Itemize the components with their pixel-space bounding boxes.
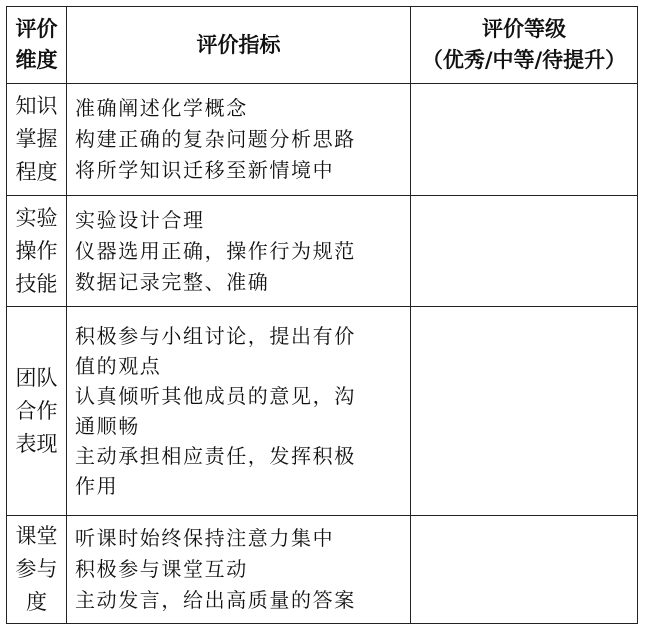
dimension-cell [7, 516, 67, 624]
indicator-line: 值的观点 [75, 354, 162, 378]
evaluation-table [6, 6, 638, 624]
dimension-text: 实验 [15, 205, 58, 230]
dimension-text: 表现 [15, 431, 58, 456]
indicator-line: 听课时始终保持注意力集中 [75, 526, 335, 550]
dimension-text: 掌握 [15, 127, 58, 151]
dimension-text: 操作 [15, 238, 58, 263]
table-row [7, 516, 638, 624]
dimension-text: 度 [26, 590, 47, 614]
dimension-text: 合作 [15, 398, 58, 423]
indicator-cell [67, 84, 411, 196]
indicator-line: 主动发言，给出高质量的答案 [75, 588, 356, 612]
indicator-line: 积极参与课堂互动 [75, 557, 248, 581]
dimension-text: 团队 [15, 365, 58, 390]
indicator-cell [67, 307, 411, 516]
indicator-line: 准确阐述化学概念 [75, 96, 248, 120]
header-grade [411, 7, 638, 84]
indicator-line: 作用 [75, 474, 119, 498]
grade-cell[interactable] [411, 84, 638, 196]
header-dimension-line: 评价 [15, 17, 58, 41]
indicator-line: 将所学知识迁移至新情境中 [75, 158, 335, 182]
header-dimension-line: 维度 [15, 48, 58, 72]
table-row [7, 307, 638, 516]
dimension-cell [7, 196, 67, 307]
grade-cell[interactable] [411, 196, 638, 307]
indicator-line: 实验设计合理 [75, 207, 205, 232]
indicator-line: 数据记录完整、准确 [75, 269, 270, 294]
dimension-text: 参与 [15, 557, 58, 581]
header-grade-line: 评价等级 [482, 17, 566, 41]
dimension-text: 知识 [15, 94, 58, 118]
dimension-text: 技能 [15, 271, 58, 296]
table-row [7, 196, 638, 307]
indicator-cell [67, 516, 411, 624]
dimension-cell [7, 307, 67, 516]
grade-cell[interactable] [411, 307, 638, 516]
indicator-line: 构建正确的复杂问题分析思路 [75, 127, 356, 151]
dimension-cell [7, 84, 67, 196]
indicator-line: 主动承担相应责任，发挥积极 [75, 444, 356, 468]
indicator-line: 仪器选用正确，操作行为规范 [75, 238, 356, 263]
header-row [7, 7, 638, 84]
header-grade-line: （优秀/中等/待提升） [421, 48, 627, 72]
dimension-text: 课堂 [15, 524, 58, 548]
grade-cell[interactable] [411, 516, 638, 624]
table-row [7, 84, 638, 196]
header-indicator: 评价指标 [67, 7, 411, 84]
indicator-line: 认真倾听其他成员的意见，沟 [75, 384, 356, 408]
indicator-line: 积极参与小组讨论，提出有价 [75, 324, 356, 348]
header-dimension [7, 7, 67, 84]
indicator-cell [67, 196, 411, 307]
indicator-line: 通顺畅 [75, 414, 140, 438]
dimension-text: 程度 [15, 160, 58, 184]
